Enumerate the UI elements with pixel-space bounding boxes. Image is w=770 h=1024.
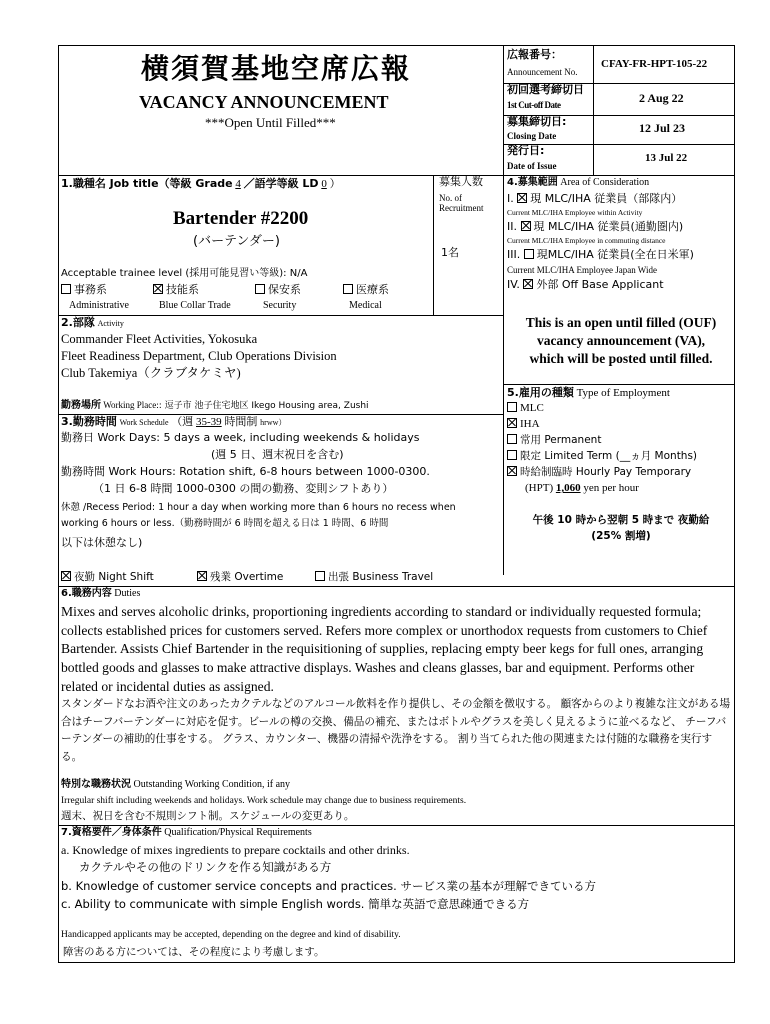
column-divider-main	[503, 46, 504, 575]
recruit-label-en: No. of	[439, 193, 462, 203]
recruit-divider	[433, 175, 434, 315]
job-category-blue-collar: 技能系	[153, 284, 199, 297]
job-category-en: Blue Collar Trade	[159, 300, 231, 311]
duties-heading: 6.職務内容 Duties	[61, 588, 141, 599]
employment-mlc: MLC	[507, 402, 544, 415]
job-category-en: Administrative	[69, 300, 129, 311]
first-cutoff-date: 2 Aug 22	[639, 91, 684, 105]
employment-limited: 限定 Limited Term (__ヵ月 Months)	[507, 450, 697, 462]
work-days-jp: (週 5 日、週末祝日を含む)	[211, 448, 344, 461]
closing-label-jp: 募集締切日:	[507, 115, 567, 128]
job-category-en: Medical	[349, 300, 382, 311]
recruit-count: 1名	[441, 246, 459, 259]
checkbox-checked[interactable]	[521, 221, 531, 231]
section-divider	[59, 175, 735, 176]
checkbox[interactable]	[255, 284, 265, 294]
open-until-filled: ***Open Until Filled***	[205, 115, 336, 130]
night-pay-line-2: (25% 割増)	[591, 530, 651, 542]
qualifications-heading: 7.資格要件／身体条件 Qualification/Physical Requirements	[61, 827, 312, 838]
title-english: VACANCY ANNOUNCEMENT	[139, 92, 389, 112]
recruit-label-en: Recruitment	[439, 203, 484, 213]
first-cutoff-label-en: 1st Cut-off Date	[507, 100, 561, 110]
working-condition-heading: 特別な職務状況 Outstanding Working Condition, if any	[61, 779, 291, 790]
vacancy-announcement-document	[58, 45, 735, 963]
activity-line-2: Fleet Readiness Department, Club Operations Division	[61, 349, 337, 363]
checkbox[interactable]	[524, 249, 534, 259]
trainee-level: Acceptable trainee level (採用可能見習い等級): N/A	[61, 268, 308, 279]
announcement-no: CFAY-FR-HPT-105-22	[601, 58, 708, 70]
consideration-item-3: III. 現MLC/IHA 従業員(全在日米軍)	[507, 248, 694, 261]
qualification-a: a. Knowledge of mixes ingredients to prepare cocktails and other drinks.	[61, 843, 410, 857]
checkbox-checked[interactable]	[517, 193, 527, 203]
duties-japanese: スタンダードなお酒や注文のあったカクテルなどのアルコール飲料を作り提供し、その金額を徴収する。 顧客からのより複雑な注文がある場合はチーフバーテンダーに対応を促す。ビールの樽の交換、備品の補充、またはボトルやグラスを美しく見えるように並べるなど、 チーフバーテンダーの補助的仕事をする。 グラス、カウンター、機器の清掃や洗浄をする。 割り当てられた他の関連または付随的な職務を実行する。	[61, 698, 731, 763]
consideration-item-1: I. 現 MLC/IHA 従業員（部隊内）	[507, 192, 683, 205]
night-pay-line-1: 午後 10 時から翌朝 5 時まで 夜勤給	[532, 514, 710, 526]
activity-line-1: Commander Fleet Activities, Yokosuka	[61, 332, 258, 346]
consideration-item-2: II. 現 MLC/IHA 従業員(通勤圏内)	[507, 220, 684, 233]
checkbox[interactable]	[507, 402, 517, 412]
checkbox-checked[interactable]	[507, 466, 517, 476]
work-hours: 勤務時間 Work Hours: Rotation shift, 6-8 hours between 1000-0300.	[61, 465, 430, 478]
qualification-c: c. Ability to communicate with simple English words. 簡単な英語で意思疎通できる方	[61, 897, 530, 911]
section-divider	[59, 315, 503, 316]
first-cutoff-label-jp: 初回選考締切日	[507, 83, 584, 96]
section-divider	[503, 384, 735, 385]
announcement-no-label-en: Announcement No.	[507, 67, 578, 77]
issue-label-jp: 発行日:	[507, 144, 545, 157]
job-title-english: Bartender #2200	[173, 208, 309, 229]
recess-line-1: 休憩 /Recess Period: 1 hour a day when working more than 6 hours no recess when	[61, 502, 456, 513]
checkbox[interactable]	[507, 434, 517, 444]
flag-business-travel: 出張 Business Travel	[315, 571, 433, 583]
job-category-administrative: 事務系	[61, 284, 107, 297]
ouf-note-line-1: This is an open until filled (OUF)	[525, 315, 717, 330]
checkbox-checked[interactable]	[61, 571, 71, 581]
title-japanese: 横須賀基地空席広報	[141, 52, 412, 85]
recess-line-3: 以下は休憩なし)	[61, 536, 143, 549]
checkbox[interactable]	[343, 284, 353, 294]
checkbox[interactable]	[315, 571, 325, 581]
column-divider-header	[593, 46, 594, 175]
employment-permanent: 常用 Permanent	[507, 434, 601, 446]
job-title-line: 1.職種名 Job title（等級 Grade 4 ／語学等級 LD 0 ）	[61, 177, 341, 190]
section-divider	[59, 825, 735, 826]
checkbox-checked[interactable]	[523, 279, 533, 289]
issue-date: 13 Jul 22	[645, 152, 688, 164]
checkbox[interactable]	[507, 450, 517, 460]
checkbox-checked[interactable]	[507, 418, 517, 428]
consideration-item-1-en: Current MLC/IHA Employee within Activity	[507, 208, 643, 217]
issue-label-en: Date of Issue	[507, 161, 557, 171]
flag-overtime: 残業 Overtime	[197, 571, 283, 583]
activity-line-3: Club Takemiya（クラブタケミヤ)	[61, 366, 241, 380]
employment-heading: 5.雇用の種類 Type of Employment	[507, 386, 670, 399]
job-category-security: 保安系	[255, 284, 301, 297]
work-days: 勤務日 Work Days: 5 days a week, including weekends & holidays	[61, 431, 420, 444]
section-divider	[59, 414, 503, 415]
checkbox-checked[interactable]	[197, 571, 207, 581]
announcement-no-label-jp: 広報番号：	[507, 48, 562, 61]
ouf-note-line-3: which will be posted until filled.	[529, 351, 713, 366]
checkbox[interactable]	[61, 284, 71, 294]
employment-iha: IHA	[507, 418, 540, 431]
checkbox-checked[interactable]	[153, 284, 163, 294]
employment-hourly: 時給制臨時 Hourly Pay Temporary	[507, 466, 691, 478]
hourly-rate: (HPT) 1,060 yen per hour	[525, 482, 639, 494]
qualification-b: b. Knowledge of customer service concepts and practices. サービス業の基本が理解できている方	[61, 879, 596, 893]
recruit-label-jp: 募集人数	[439, 175, 483, 188]
consideration-heading: 4.募集範囲 Area of Consideration	[507, 177, 650, 188]
schedule-heading: 3.勤務時間 Work Schedule （週 35-39 時間制 hrww）	[61, 415, 287, 428]
duties-english: Mixes and serves alcoholic drinks, proportioning ingredients according to standard or individually requested formula; collects established prices for customers served. Refers more complex or unorthodox requests from customers to Chief Bartender. Assists Chief Bartender in the requisitioning of supplies, replacing empty beer kegs for full ones, arranging bottled goods and glasses to make attractive displays. Washes and cleans glasses, bar and equipment. Performs other related or incidental duties as assigned.	[61, 604, 708, 694]
working-condition-jp: 週末、祝日を含む不規則シフト制。スケジュールの変更あり。	[61, 810, 355, 822]
activity-heading: 2.部隊 Activity	[61, 316, 124, 329]
work-hours-jp: （1 日 6-8 時間 1000-0300 の間の勤務、変則シフトあり）	[93, 482, 394, 495]
flag-night-shift: 夜勤 Night Shift	[61, 571, 154, 583]
qualification-a-jp: カクテルやその他のドリンクを作る知識がある方	[79, 860, 332, 874]
consideration-item-4: IV. 外部 Off Base Applicant	[507, 278, 664, 291]
consideration-item-3-en: Current MLC/IHA Employee Japan Wide	[507, 265, 657, 275]
ouf-note-line-2: vacancy announcement (VA),	[536, 333, 706, 348]
section-divider	[59, 586, 735, 587]
job-title-japanese: (バーテンダー)	[193, 234, 280, 249]
job-category-medical: 医療系	[343, 284, 389, 297]
closing-label-en: Closing Date	[507, 131, 557, 141]
handicap-note-jp: 障害のある方については、その程度により考慮します。	[63, 946, 325, 958]
working-place: 勤務場所 Working Place:: 逗子市 池子住宅地区 Ikego Housing area, Zushi	[61, 400, 369, 411]
closing-date: 12 Jul 23	[639, 121, 686, 135]
job-category-en: Security	[263, 300, 297, 311]
consideration-item-2-en: Current MLC/IHA Employee in commuting distance	[507, 236, 666, 245]
handicap-note-en: Handicapped applicants may be accepted, depending on the degree and kind of disability.	[61, 930, 401, 940]
working-condition-en: Irregular shift including weekends and holidays. Work schedule may change due to business requirements.	[61, 796, 467, 806]
recess-line-2: working 6 hours or less.（勤務時間が 6 時間を超える日は 1 時間、6 時間	[61, 518, 389, 529]
